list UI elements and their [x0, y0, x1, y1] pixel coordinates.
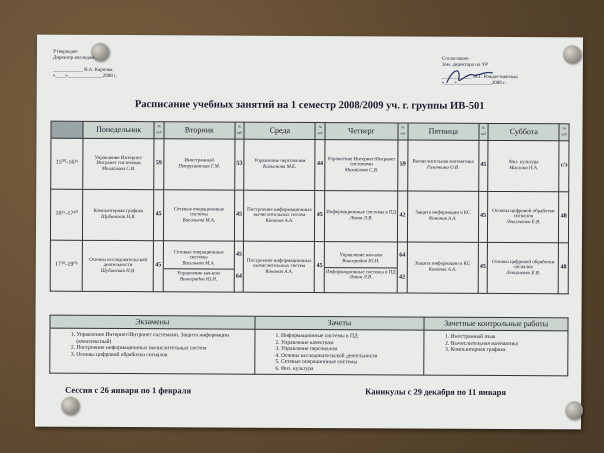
lesson-cell: [488, 140, 559, 191]
teacher-name: Васильева М.А.: [182, 261, 215, 267]
lesson-cell: [83, 138, 154, 189]
approval-line: Директор колледжа: [52, 55, 95, 61]
room-number: 45: [155, 211, 162, 218]
room-cell: [558, 243, 568, 294]
list-item: 1. Информационные системы в ПД: [281, 333, 424, 340]
subject-name: Сетевые операционные системы: [173, 206, 224, 218]
subject-name: Информационные системы в ПД: [326, 210, 397, 216]
subject-name: Защита информации в КС: [414, 261, 471, 268]
subject-name: Компьютерная графика: [93, 209, 144, 215]
time-slot: 16²⁵-17⁴⁰: [50, 189, 83, 240]
subject-name: Управление кач-вом: [339, 253, 383, 259]
teacher-name: Кононов А.А.: [265, 218, 294, 224]
room-cell: [478, 140, 488, 191]
room-number: 64: [399, 252, 406, 259]
day-header: Пятница: [408, 123, 479, 140]
agreement-line: Согласовано: [441, 56, 469, 62]
teacher-name: Петрушевская Г.М.: [178, 164, 221, 170]
room-cell: [398, 140, 408, 191]
room-cell: [559, 192, 569, 243]
room-cell: [559, 141, 569, 192]
subject-name: Основы исследовательской деятельности: [89, 257, 148, 269]
room-header: № каб: [315, 123, 325, 140]
room-number: 45: [480, 162, 487, 169]
room-cell: [315, 140, 325, 191]
schedule-row: [51, 138, 569, 192]
list-item: 3. Компьютерная графика: [451, 347, 568, 354]
room-number: 45: [316, 263, 323, 270]
room-number: 64: [235, 273, 242, 280]
teacher-name: Шубинская Н.В.: [100, 268, 136, 274]
approval-block: [53, 50, 117, 80]
teacher-name: Кононов А.А.: [428, 267, 457, 273]
agreement-block: [442, 57, 518, 87]
room-number: 45: [480, 213, 487, 220]
teacher-name: Левин Л.В.: [349, 275, 373, 281]
exams-header: Экзамены: [50, 315, 255, 329]
teacher-name: Виноградов Ю.Н.: [179, 277, 218, 283]
lesson-cell: [163, 190, 234, 241]
lesson-cell: [325, 140, 398, 191]
teacher-name: Лексаченко Е.В.: [506, 219, 541, 226]
subject-name: Основы цифровой обработки сигналов: [492, 208, 555, 220]
agreement-line: Зам. директора по УР: [441, 62, 488, 68]
list-item: 6. Физ. культура: [281, 365, 424, 372]
schedule-table: [50, 121, 570, 295]
room-number: 42: [399, 274, 406, 281]
subject-name: Основы цифровой обработки сигналов: [491, 259, 555, 271]
teacher-name: Голенкина О.В.: [426, 165, 460, 171]
room-number: 45: [236, 211, 243, 218]
teacher-name: Кононов А.А.: [265, 269, 293, 275]
teacher-name: Михайлова С.В.: [101, 166, 136, 172]
room-cell: [478, 242, 488, 293]
room-cell: [315, 242, 325, 293]
subject-name: Управление кач-вом: [177, 271, 220, 277]
subject-name: Информационные системы в ПД: [325, 269, 396, 275]
page-title: Расписание учебных занятий на 1 семестр 2008/2009 уч. г. группы ИВ-501: [134, 99, 485, 112]
session-dates: Сессия с 26 января по 1 февраля: [65, 384, 192, 396]
list-item: 2. Построение информационных вычислительных систем: [76, 345, 254, 352]
lesson-cell: [407, 191, 478, 242]
list-item: 3. Основы цифровой обработки сигналов: [76, 351, 254, 358]
schedule-row: [50, 240, 568, 294]
subject-name: Иностранный: [184, 158, 214, 164]
teacher-name: Лексаченко Е.В.: [506, 270, 541, 277]
corner-cell: [51, 121, 83, 138]
room-cell: [315, 191, 325, 242]
subject-name: Управление персоналом: [254, 159, 306, 165]
room-cell: [234, 241, 244, 292]
day-header: Четверг: [325, 123, 398, 140]
lesson-cell: [163, 241, 234, 292]
room-number: 48: [560, 264, 567, 271]
teacher-name: Шубинская Н.В.: [100, 214, 136, 221]
approval-line: «____»______________2008 г.: [52, 73, 117, 79]
room-cell: [153, 241, 163, 292]
lesson-cell: [82, 240, 153, 291]
subject-name: Управление Интернет/Интранет системами: [94, 155, 143, 167]
room-cell: [478, 191, 488, 242]
time-slot: 17⁵⁰-19⁰⁵: [50, 240, 83, 291]
exams-list: [50, 332, 254, 359]
room-number: 53: [236, 160, 243, 167]
lesson-cell: [324, 242, 397, 293]
list-item: 4. Основы исследовательской деятельности: [281, 352, 424, 359]
list-item: 1. Управление Интернет/Интранет системами. Защита информации (комплексный): [76, 332, 254, 346]
room-cell: [154, 190, 164, 241]
agreement-line: «____»______________2008 г.: [441, 80, 506, 87]
room-cell: [234, 139, 244, 190]
approval-line: ____________ В.А. Карпова: [52, 67, 113, 73]
list-item: 2. Управление качеством: [281, 339, 424, 346]
lesson-cell: [83, 189, 154, 240]
subject-name: Защита информации в КС: [415, 210, 471, 217]
schedule-row: [50, 189, 568, 243]
lesson-cell: [407, 242, 478, 293]
teacher-name: Калиснова М.Е.: [263, 164, 297, 170]
subject-name: Построение информационных вычислительных систем: [247, 207, 312, 219]
list-item: 2. Вычислительная математика: [451, 340, 568, 347]
teacher-name: Васильева М.А.: [182, 218, 216, 224]
subject-name: Построение информационных вычислительных систем: [246, 258, 312, 270]
final-credits-list: [425, 334, 568, 354]
subject-name: Вычислительная математика: [412, 159, 474, 166]
approval-line: Утверждаю: [52, 49, 78, 55]
room-number: 45: [235, 252, 242, 259]
subject-name: Физ. культура: [508, 160, 539, 166]
list-item: 5. Сетевые операционные системы: [281, 359, 424, 366]
schedule-sheet: [35, 35, 583, 430]
list-item: 1. Иностранный язык: [451, 334, 568, 341]
teacher-name: Виноградов Ю.Н.: [342, 259, 380, 265]
room-header: № каб: [154, 122, 164, 139]
teacher-name: Кононов А.А.: [428, 216, 457, 222]
pushpin-icon: [61, 397, 79, 415]
room-number: 59: [399, 161, 406, 168]
room-header: № каб: [398, 123, 408, 140]
holiday-dates: Каникулы с 29 декабря по 11 января: [365, 386, 507, 398]
lesson-cell: [488, 242, 559, 293]
teacher-name: Михайлова С.В.: [344, 167, 379, 174]
day-header: Понедельник: [83, 121, 154, 138]
final-credits-header: Зачетные контрольные работы: [424, 317, 568, 331]
lesson-cell: [244, 241, 315, 292]
lesson-cell: [244, 139, 315, 190]
room-header: № каб: [235, 122, 245, 139]
lesson-cell: [488, 191, 559, 242]
day-header: Среда: [244, 122, 315, 139]
room-number: 48: [560, 213, 567, 220]
lesson-cell: [244, 190, 315, 241]
room-cell: [398, 191, 408, 242]
lesson-cell: [407, 140, 478, 191]
room-number: 45: [316, 212, 323, 219]
credits-list: [255, 333, 424, 373]
day-header: Вторник: [164, 122, 235, 139]
room-cell: [397, 242, 407, 293]
subject-name: Сетевые операционные системы: [173, 249, 224, 261]
credits-header: Зачеты: [255, 316, 425, 330]
assessment-table: [49, 315, 568, 377]
room-header: № каб: [559, 124, 569, 141]
lesson-cell: [324, 191, 397, 242]
room-cell: [154, 139, 164, 190]
room-number: 42: [399, 212, 406, 219]
subject-name: Управление Интернет/Интранет системами: [327, 156, 396, 168]
room-number: 44: [317, 161, 324, 168]
room-number: 45: [479, 264, 486, 271]
room-number: с/з: [560, 162, 568, 169]
room-number: 45: [155, 262, 162, 269]
time-slot: 15⁰⁰-16¹⁵: [51, 138, 84, 189]
room-header: № каб: [479, 123, 489, 140]
room-number: 59: [155, 160, 162, 167]
day-header: Суббота: [488, 123, 559, 140]
teacher-name: Левин Л.В.: [349, 216, 373, 222]
list-item: 3. Управление персоналом: [281, 346, 424, 353]
pushpin-icon: [565, 401, 583, 419]
agreement-line: ____________ М.Г. Рождественская: [441, 74, 518, 81]
room-cell: [234, 190, 244, 241]
pushpin-icon: [563, 45, 581, 63]
lesson-cell: [164, 139, 235, 190]
teacher-name: Маслиин Н.А.: [509, 166, 539, 172]
